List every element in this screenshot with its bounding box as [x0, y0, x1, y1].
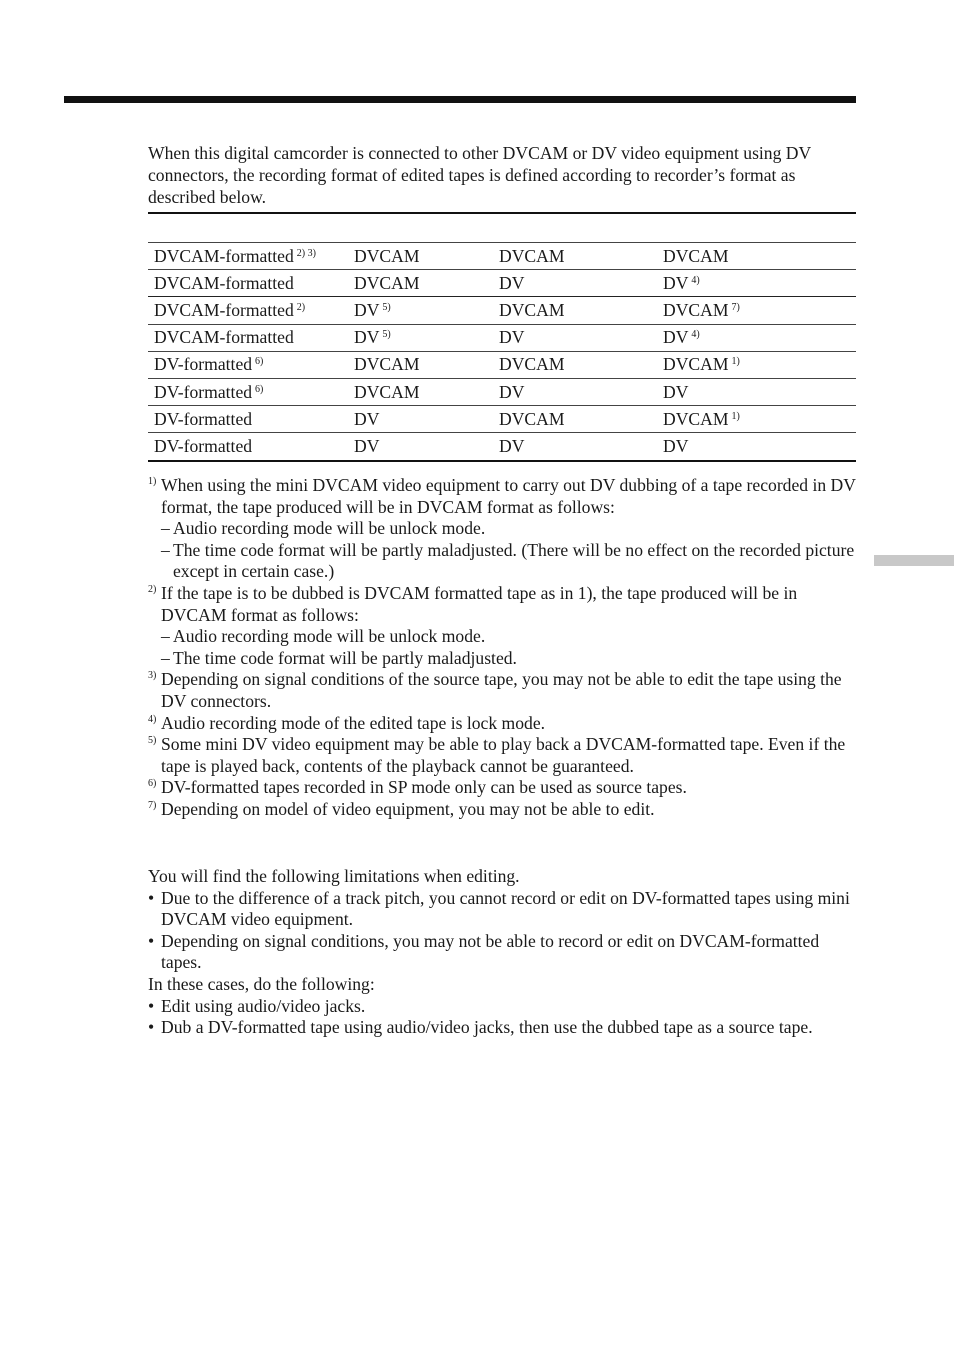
cell-text: DV: [354, 435, 380, 456]
table-cell: [148, 243, 348, 270]
footnote-ref: 2) 3): [296, 247, 316, 259]
cell-text: DVCAM: [354, 272, 420, 293]
limitations-lead: You will find the following limitations when editing.: [148, 866, 520, 886]
cell-text: DVCAM-formatted: [154, 272, 294, 293]
table-cell: [148, 406, 348, 433]
subitem-text: Audio recording mode will be unlock mode.: [173, 626, 486, 647]
table-cell: [348, 243, 493, 270]
table-cell: [493, 270, 657, 297]
footnote-ref: 7): [731, 301, 740, 313]
footnote-ref: 1): [731, 410, 740, 422]
bullet-icon: •: [148, 995, 155, 1016]
bullet-icon: •: [148, 930, 155, 951]
dash-mark: –: [161, 647, 170, 668]
footnote: [148, 475, 856, 518]
table-cell: [148, 351, 348, 378]
cell-text: DV: [663, 381, 689, 402]
footnote: [148, 713, 856, 735]
bullet-item: [148, 1017, 860, 1039]
table-cell: [657, 297, 856, 324]
format-table: [148, 242, 856, 462]
cell-text: DVCAM: [499, 354, 565, 375]
footnote-ref: 6): [255, 383, 264, 395]
table-row: [148, 406, 856, 433]
bullet-icon: •: [148, 1017, 155, 1038]
cell-text: DV-formatted: [154, 435, 253, 456]
footnote-mark: 2): [148, 583, 157, 595]
table-cell: [493, 324, 657, 351]
table-row: [148, 378, 856, 405]
footnote-text: Depending on model of video equipment, you may not be able to edit.: [161, 798, 655, 819]
footnote-ref: 4): [691, 329, 700, 341]
cell-text: DV: [499, 272, 525, 293]
footnote-mark: 5): [148, 735, 157, 747]
cases-line: In these cases, do the following:: [148, 973, 375, 994]
intro-rule: [148, 212, 856, 214]
top-rule: [64, 96, 856, 103]
dash-mark: –: [161, 539, 170, 560]
table-cell: [148, 270, 348, 297]
table-row: [148, 243, 856, 270]
footnote: [148, 583, 856, 626]
table-row: [148, 351, 856, 378]
footnote: [148, 799, 856, 821]
footnote: [148, 777, 856, 799]
footnote-ref: 5): [382, 329, 391, 341]
footnote-mark: 7): [148, 799, 157, 811]
cell-text: DV: [663, 272, 689, 293]
table-cell: [657, 324, 856, 351]
footnote: [148, 669, 856, 712]
footnote-subitem: [148, 518, 856, 540]
table-cell: [657, 351, 856, 378]
cell-text: DVCAM: [663, 354, 729, 375]
table-cell: [148, 433, 348, 461]
cell-text: DV: [499, 327, 525, 348]
footnote-text: Audio recording mode of the edited tape is lock mode.: [161, 712, 546, 733]
table-cell: [148, 378, 348, 405]
cell-text: DV: [354, 408, 380, 429]
footnote-ref: 5): [382, 301, 391, 313]
footnotes: [148, 475, 856, 821]
cell-text: DVCAM: [663, 245, 729, 266]
cell-text: DV-formatted: [154, 381, 253, 402]
footnote-mark: 3): [148, 670, 157, 682]
subitem-text: The time code format will be partly maladjusted.: [173, 647, 517, 668]
table-cell: [657, 270, 856, 297]
footnote-mark: 1): [148, 476, 157, 487]
dash-mark: –: [161, 518, 170, 539]
intro-paragraph: When this digital camcorder is connected to other DVCAM or DV video equipment using DV connectors, the recording format of edited tapes is defined according to recorder’s format as described below.: [148, 143, 811, 207]
table-cell: [148, 297, 348, 324]
cell-text: DVCAM: [354, 354, 420, 375]
table-cell: [493, 297, 657, 324]
table-cell: [493, 351, 657, 378]
cell-text: DVCAM-formatted: [154, 245, 294, 266]
bullet-text: Due to the difference of a track pitch, you cannot record or edit on DV-formatted tapes using mini DVCAM video equipment.: [161, 887, 850, 930]
cell-text: DVCAM-formatted: [154, 327, 294, 348]
footnote-text: DV-formatted tapes recorded in SP mode only can be used as source tapes.: [161, 777, 687, 798]
cell-text: DVCAM: [354, 381, 420, 402]
footnote-text: If the tape is to be dubbed is DVCAM formatted tape as in 1), the tape produced will be in DVCAM format as follows:: [161, 582, 798, 625]
bullet-item: [148, 931, 860, 974]
cell-text: DVCAM: [499, 245, 565, 266]
bullet-icon: •: [148, 887, 155, 908]
table-row: [148, 297, 856, 324]
cell-text: DVCAM-formatted: [154, 299, 294, 320]
table-cell: [348, 297, 493, 324]
cell-text: DV: [354, 299, 380, 320]
footnote-subitem: [148, 648, 856, 670]
table-cell: [493, 378, 657, 405]
table-cell: [348, 433, 493, 461]
footnote-subitem: [148, 626, 856, 648]
footnote-ref: 6): [255, 356, 264, 368]
bullet-text: Edit using audio/video jacks.: [161, 995, 366, 1016]
cell-text: DVCAM: [663, 408, 729, 429]
table-row: [148, 324, 856, 351]
cell-text: DV: [663, 435, 689, 456]
table-row: [148, 433, 856, 461]
cell-text: DVCAM: [499, 299, 565, 320]
cell-text: DV: [354, 327, 380, 348]
table-cell: [348, 378, 493, 405]
cell-text: DV-formatted: [154, 408, 253, 429]
dash-mark: –: [161, 626, 170, 647]
subitem-text: The time code format will be partly maladjusted. (There will be no effect on the recorded picture except in certain case.): [173, 539, 855, 582]
footnote: [148, 734, 856, 777]
table-cell: [348, 406, 493, 433]
bullet-item: [148, 888, 860, 931]
footnote-mark: 6): [148, 778, 157, 790]
cell-text: DV: [499, 381, 525, 402]
limitations-section: [148, 866, 860, 1039]
footnote-ref: 1): [731, 356, 740, 368]
footnote-text: Depending on signal conditions of the source tape, you may not be able to edit the tape using the DV connectors.: [161, 669, 842, 711]
table-row: [148, 270, 856, 297]
table-cell: [493, 243, 657, 270]
footnote-ref: 2): [296, 301, 306, 313]
table-cell: [657, 406, 856, 433]
bullet-text: Dub a DV-formatted tape using audio/video jacks, then use the dubbed tape as a source tape.: [161, 1017, 813, 1038]
subitem-text: Audio recording mode will be unlock mode.: [173, 518, 486, 539]
cell-text: DVCAM: [499, 408, 565, 429]
table-cell: [348, 270, 493, 297]
footnote-text: When using the mini DVCAM video equipment to carry out DV dubbing of a tape recorded in DV format, the tape produced will be in DVCAM format as follows:: [161, 475, 856, 517]
footnote-ref: 4): [691, 274, 700, 286]
table-cell: [657, 243, 856, 270]
table-cell: [657, 433, 856, 461]
footnote-mark: 4): [148, 713, 157, 725]
bullet-item: [148, 996, 860, 1018]
cell-text: DVCAM: [663, 299, 729, 320]
table-cell: [348, 324, 493, 351]
cell-text: DV: [663, 327, 689, 348]
bullet-text: Depending on signal conditions, you may not be able to record or edit on DVCAM-formatted tapes.: [161, 930, 820, 973]
cell-text: DV: [499, 435, 525, 456]
table-cell: [348, 351, 493, 378]
footnote-subitem: [148, 540, 856, 583]
table-cell: [493, 406, 657, 433]
footnote-text: Some mini DV video equipment may be able to play back a DVCAM-formatted tape. Even if the tape is played back, contents of the playback cannot be guaranteed.: [161, 734, 846, 776]
cell-text: DVCAM: [354, 245, 420, 266]
table-cell: [657, 378, 856, 405]
section-tab: [874, 555, 954, 566]
cell-text: DV-formatted: [154, 354, 253, 375]
table-cell: [493, 433, 657, 461]
table-cell: [148, 324, 348, 351]
